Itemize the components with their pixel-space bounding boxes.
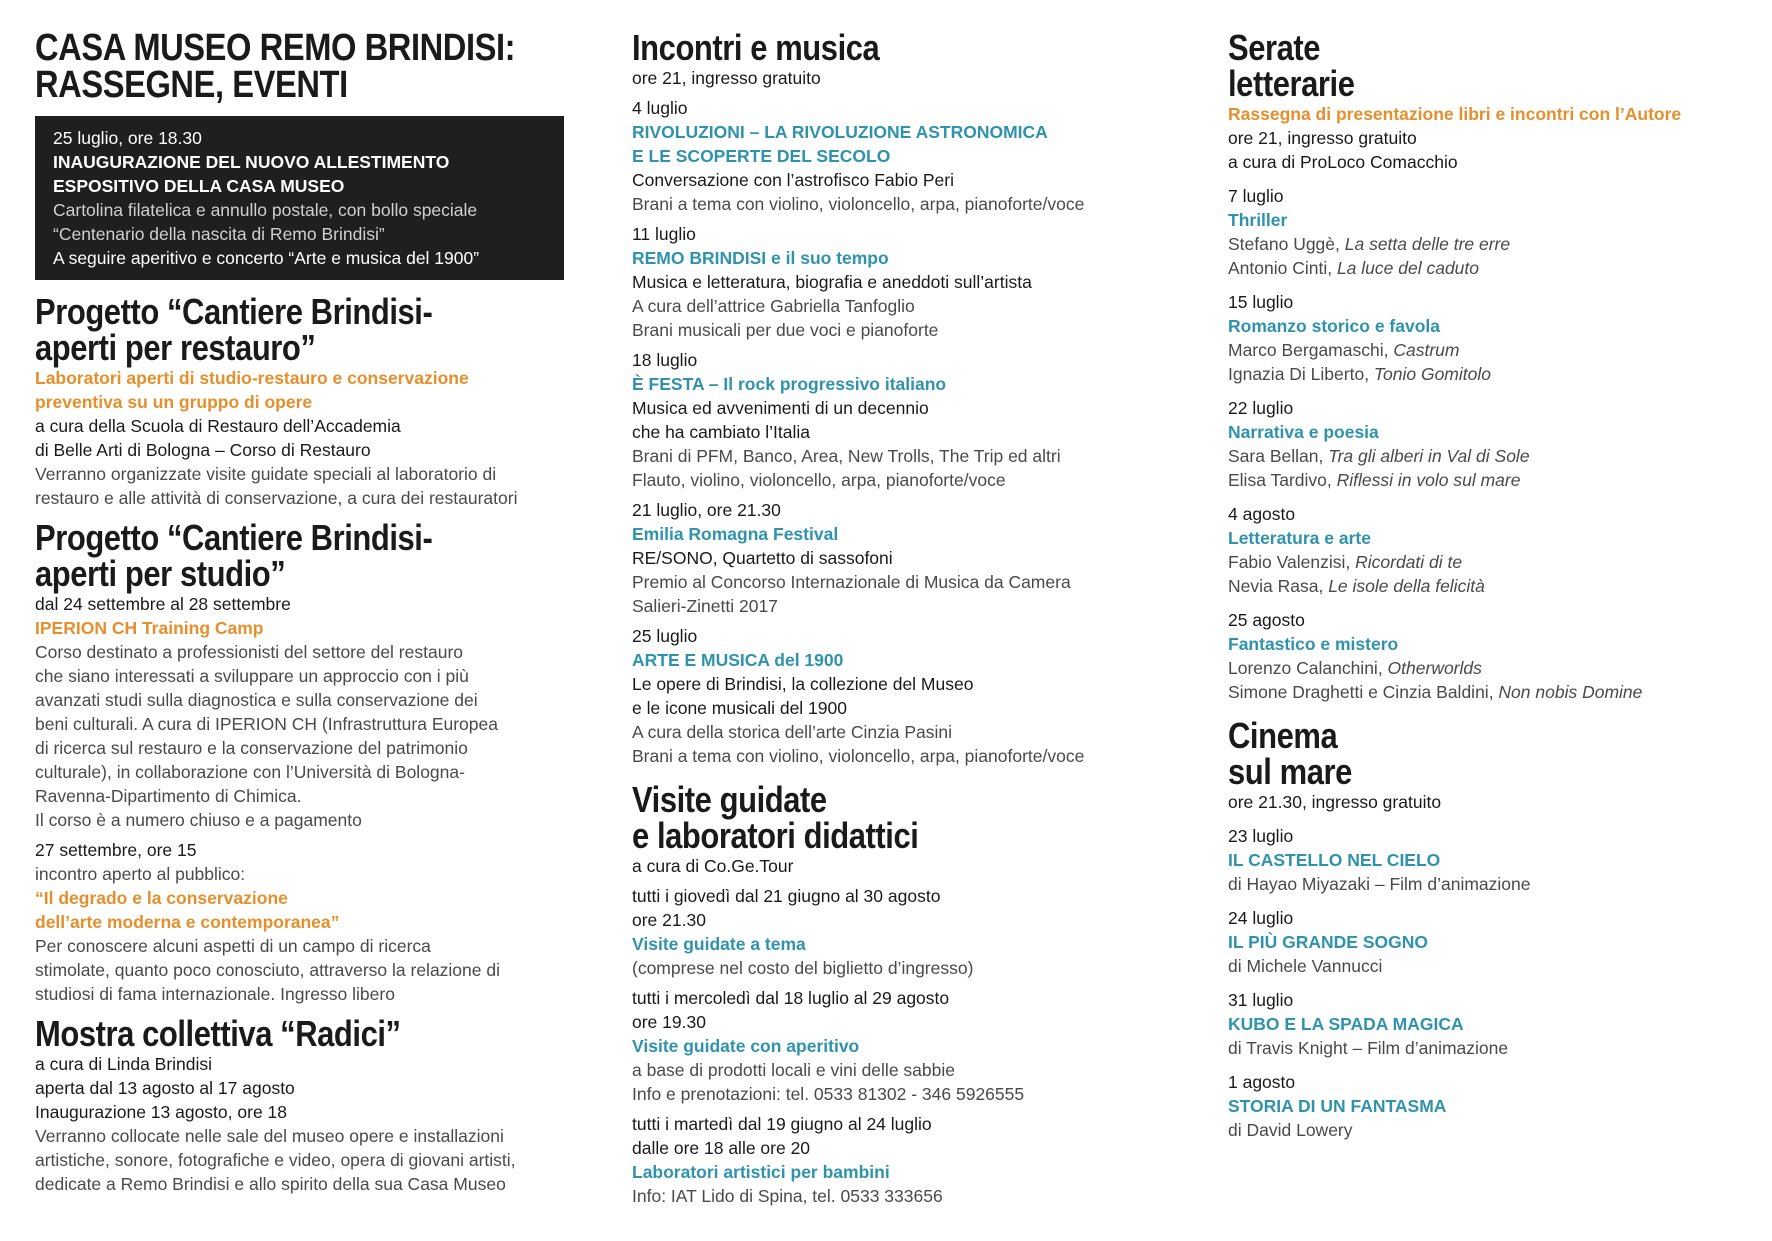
visit-desc: Info e prenotazioni: tel. 0533 81302 - 346 5926555 [632,1084,1025,1104]
event-desc: Brani di PFM, Banco, Area, New Trolls, The Trip ed altri [632,446,1061,466]
main-title-line-2: RASSEGNE, EVENTI [35,64,348,106]
author-line [1228,680,1748,704]
studio-desc-line-6: culturale), in collaborazione con l’Università di Bologna- [35,762,465,782]
serata-date: 22 luglio [1228,398,1294,418]
author-line [1228,256,1748,280]
event-title: E LE SCOPERTE DEL SECOLO [632,146,891,166]
radici-cura: a cura di Linda Brindisi [35,1054,213,1074]
event-date: 21 luglio, ore 21.30 [632,500,781,520]
inauguration-date: 25 luglio, ore 18.30 [53,128,202,148]
film-title: STORIA DI UN FANTASMA [1228,1096,1447,1116]
author-line [1228,444,1748,468]
serata-title: Romanzo storico e favola [1228,316,1440,336]
book-title: Tra gli alberi in Val di Sole [1328,446,1530,466]
radici-desc-line-3: dedicate a Remo Brindisi e allo spirito della sua Casa Museo [35,1174,506,1194]
event-desc: Brani musicali per due voci e pianoforte [632,320,939,340]
radici-desc-line-1: Verranno collocate nelle sale del museo opere e installazioni [35,1126,504,1146]
event-title: È FESTA – Il rock progressivo italiano [632,374,947,394]
visite-cura: a cura di Co.Ge.Tour [632,856,794,876]
main-title-line-1: CASA MUSEO REMO BRINDISI: [35,27,516,69]
event-desc-main: Le opere di Brindisi, la collezione del Museo [632,674,974,694]
author-line [1228,468,1748,492]
studio-desc-line-4: beni culturali. A cura di IPERION CH (Infrastruttura Europea [35,714,498,734]
serata-date: 7 luglio [1228,186,1284,206]
studio-event-title-line-2: dell’arte moderna e contemporanea” [35,912,340,932]
book-title: Castrum [1393,340,1460,360]
serata-date: 4 agosto [1228,504,1296,524]
visit-title: Laboratori artistici per bambini [632,1162,890,1182]
visit-desc: a base di prodotti locali e vini delle sabbie [632,1060,955,1080]
author-name: Elisa Tardivo, [1228,470,1337,490]
author-line [1228,232,1748,256]
film-desc: di Hayao Miyazaki – Film d’animazione [1228,874,1531,894]
restauro-title-line-2: aperti per restauro” [35,327,316,368]
film-date: 1 agosto [1228,1072,1296,1092]
visite-title-line-2: e laboratori didattici [632,815,919,856]
book-title: Tonio Gomitolo [1373,364,1491,384]
cinema-sub: ore 21.30, ingresso gratuito [1228,792,1442,812]
visit-desc: (comprese nel costo del biglietto d’ingresso) [632,958,974,978]
restauro-cura-line-1: a cura della Scuola di Restauro dell’Accademia [35,416,401,436]
incontri-list [632,90,1152,768]
serate-info-line-1: ore 21, ingresso gratuito [1228,128,1417,148]
serata-title: Narrativa e poesia [1228,422,1379,442]
film-title: IL CASTELLO NEL CIELO [1228,850,1441,870]
author-name: Ignazia Di Liberto, [1228,364,1374,384]
film-date: 23 luglio [1228,826,1294,846]
radici-dates: aperta dal 13 agosto al 17 agosto [35,1078,295,1098]
event-desc-main: RE/SONO, Quartetto di sassofoni [632,548,893,568]
event-date: 25 luglio [632,626,698,646]
event-desc-main: Musica e letteratura, biografia e aneddoti sull’artista [632,272,1032,292]
serate-title-line-1: Serate [1228,27,1321,68]
studio-title-line-2: aperti per studio” [35,553,286,594]
book-title: Otherworlds [1387,658,1482,678]
serate-title-line-2: letterarie [1228,63,1355,104]
serate-subtitle: Rassegna di presentazione libri e incontri con l’Autore [1228,104,1682,124]
studio-event-desc-line-3: studiosi di fama internazionale. Ingresso libero [35,984,395,1004]
event-desc: A cura dell’attrice Gabriella Tanfoglio [632,296,915,316]
studio-event-desc-line-1: Per conoscere alcuni aspetti di un campo di ricerca [35,936,431,956]
event-desc-main: Musica ed avvenimenti di un decennio [632,398,929,418]
studio-event-title-line-1: “Il degrado e la conservazione [35,888,288,908]
serata-title: Fantastico e mistero [1228,634,1399,654]
studio-event-desc-line-2: stimolate, quanto poco conosciuto, attraverso la relazione di [35,960,500,980]
studio-camp: IPERION CH Training Camp [35,618,264,638]
radici-desc-line-2: artistiche, sonore, fotografiche e video, opera di giovani artisti, [35,1150,516,1170]
author-line [1228,550,1748,574]
inauguration-title-line-2: ESPOSITIVO DELLA CASA MUSEO [53,176,345,196]
event-date: 11 luglio [632,224,696,244]
studio-dates: dal 24 settembre al 28 settembre [35,594,291,614]
event-title: Emilia Romagna Festival [632,524,839,544]
event-desc: Brani a tema con violino, violoncello, arpa, pianoforte/voce [632,746,1085,766]
inauguration-desc-line-1: Cartolina filatelica e annullo postale, con bollo speciale [53,200,478,220]
event-title: RIVOLUZIONI – LA RIVOLUZIONE ASTRONOMICA [632,122,1048,142]
visit-when: tutti i giovedì dal 21 giugno al 30 agosto [632,886,941,906]
column-left [35,27,565,1196]
event-title: ARTE E MUSICA del 1900 [632,650,844,670]
inauguration-box [35,116,564,280]
event-desc-main: che ha cambiato l’Italia [632,422,811,442]
incontri-sub: ore 21, ingresso gratuito [632,68,821,88]
incontri-title: Incontri e musica [632,27,880,68]
event-title: REMO BRINDISI e il suo tempo [632,248,889,268]
studio-desc-line-1: Corso destinato a professionisti del settore del restauro [35,642,464,662]
column-right [1228,27,1748,1142]
book-title: Le isole della felicità [1328,576,1485,596]
restauro-subtitle-line-2: preventiva su un gruppo di opere [35,392,313,412]
visit-when: dalle ore 18 alle ore 20 [632,1138,811,1158]
serata-title: Thriller [1228,210,1288,230]
restauro-cura-line-2: di Belle Arti di Bologna – Corso di Restauro [35,440,371,460]
cinema-list [1228,814,1748,1142]
column-middle [632,27,1152,1208]
event-desc: Salieri-Zinetti 2017 [632,596,778,616]
author-name: Marco Bergamaschi, [1228,340,1394,360]
studio-desc-line-3: avanzati studi sulla diagnostica e sulla conservazione dei [35,690,478,710]
restauro-title-line-1: Progetto “Cantiere Brindisi- [35,291,433,332]
visit-title: Visite guidate a tema [632,934,806,954]
film-title: IL PIÙ GRANDE SOGNO [1228,932,1428,952]
author-name: Fabio Valenzisi, [1228,552,1356,572]
studio-desc-line-2: che siano interessati a sviluppare un approccio con i più [35,666,469,686]
restauro-desc-line-2: restauro e alle attività di conservazione, a cura dei restauratori [35,488,518,508]
event-date: 18 luglio [632,350,698,370]
visit-desc: Info: IAT Lido di Spina, tel. 0533 333656 [632,1186,943,1206]
author-name: Sara Bellan, [1228,446,1329,466]
visite-title-line-1: Visite guidate [632,779,827,820]
author-name: Nevia Rasa, [1228,576,1329,596]
studio-event-date: 27 settembre, ore 15 [35,840,197,860]
restauro-desc-line-1: Verranno organizzate visite guidate speciali al laboratorio di [35,464,497,484]
serata-date: 15 luglio [1228,292,1294,312]
visite-list [632,878,1152,1208]
inauguration-after: A seguire aperitivo e concerto “Arte e musica del 1900” [53,248,480,268]
film-desc: di Michele Vannucci [1228,956,1383,976]
studio-event-intro: incontro aperto al pubblico: [35,864,246,884]
event-desc: Brani a tema con violino, violoncello, arpa, pianoforte/voce [632,194,1085,214]
film-desc: di David Lowery [1228,1120,1353,1140]
author-name: Antonio Cinti, [1228,258,1337,278]
visit-title: Visite guidate con aperitivo [632,1036,860,1056]
studio-desc-line-8: Il corso è a numero chiuso e a pagamento [35,810,362,830]
author-name: Simone Draghetti e Cinzia Baldini, [1228,682,1499,702]
cinema-title-line-1: Cinema [1228,715,1338,756]
event-desc: Premio al Concorso Internazionale di Musica da Camera [632,572,1071,592]
book-title: La setta delle tre erre [1344,234,1511,254]
author-name: Stefano Uggè, [1228,234,1345,254]
event-desc-main: e le icone musicali del 1900 [632,698,847,718]
film-title: KUBO E LA SPADA MAGICA [1228,1014,1464,1034]
film-date: 31 luglio [1228,990,1294,1010]
author-line [1228,656,1748,680]
inauguration-desc-line-2: “Centenario della nascita di Remo Brindisi” [53,224,385,244]
author-line [1228,338,1748,362]
author-name: Lorenzo Calanchini, [1228,658,1388,678]
studio-desc-line-5: di ricerca sul restauro e la conservazione del patrimonio [35,738,468,758]
visit-when: ore 21.30 [632,910,706,930]
book-title: Non nobis Domine [1498,682,1643,702]
radici-title: Mostra collettiva “Radici” [35,1013,401,1054]
restauro-subtitle-line-1: Laboratori aperti di studio-restauro e conservazione [35,368,469,388]
film-desc: di Travis Knight – Film d’animazione [1228,1038,1509,1058]
visit-when: tutti i martedì dal 19 giugno al 24 luglio [632,1114,932,1134]
radici-inaug: Inaugurazione 13 agosto, ore 18 [35,1102,287,1122]
visit-when: tutti i mercoledì dal 18 luglio al 29 agosto [632,988,950,1008]
event-desc: Flauto, violino, violoncello, arpa, pianoforte/voce [632,470,1006,490]
serata-title: Letteratura e arte [1228,528,1371,548]
serate-info-line-2: a cura di ProLoco Comacchio [1228,152,1458,172]
book-title: Ricordati di te [1355,552,1463,572]
event-desc: A cura della storica dell’arte Cinzia Pasini [632,722,953,742]
cinema-title-line-2: sul mare [1228,751,1352,792]
author-line [1228,362,1748,386]
event-desc-main: Conversazione con l’astrofisco Fabio Peri [632,170,954,190]
event-date: 4 luglio [632,98,688,118]
film-date: 24 luglio [1228,908,1294,928]
visit-when: ore 19.30 [632,1012,706,1032]
studio-title-line-1: Progetto “Cantiere Brindisi- [35,517,433,558]
book-title: Riflessi in volo sul mare [1336,470,1521,490]
inauguration-title-line-1: INAUGURAZIONE DEL NUOVO ALLESTIMENTO [53,152,450,172]
serata-date: 25 agosto [1228,610,1305,630]
serate-list [1228,174,1748,704]
author-line [1228,574,1748,598]
studio-desc-line-7: Ravenna-Dipartimento di Chimica. [35,786,302,806]
book-title: La luce del caduto [1336,258,1480,278]
